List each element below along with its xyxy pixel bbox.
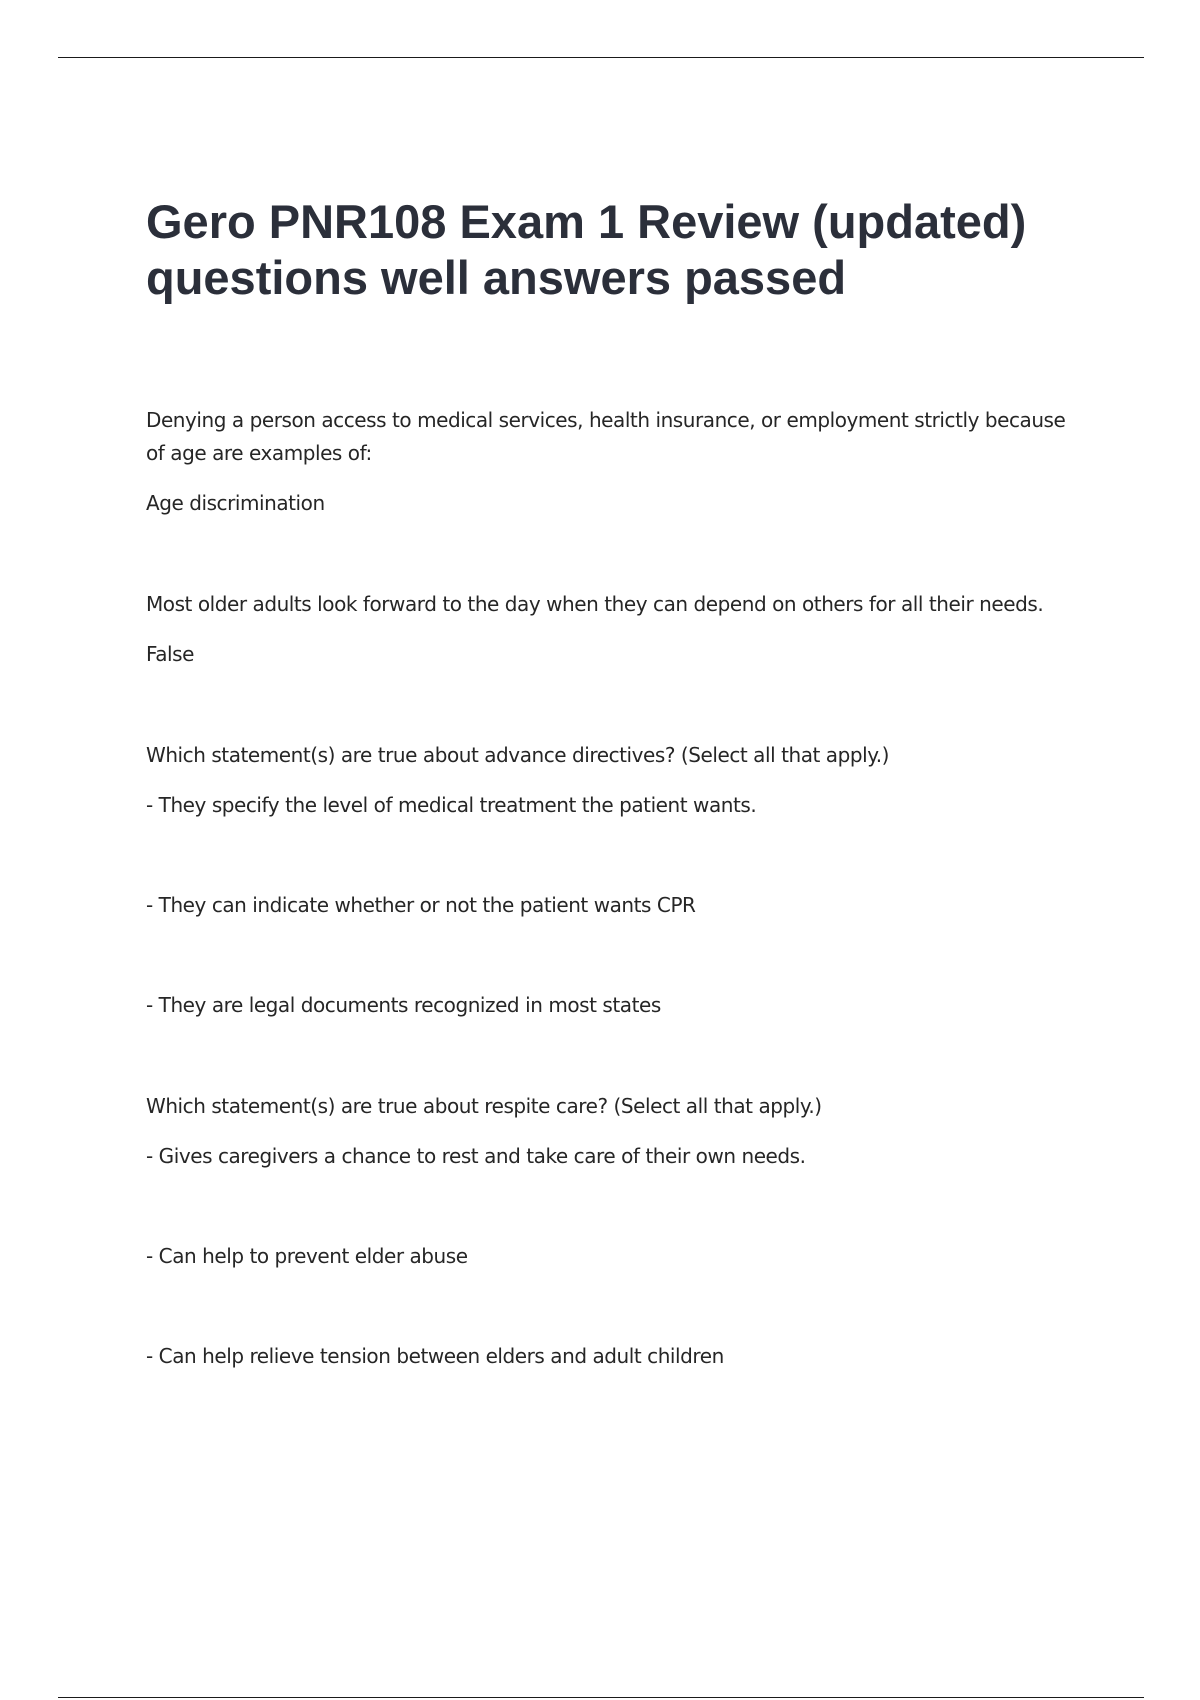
question-text: Which statement(s) are true about advance directives? (Select all that apply.) [146,743,890,767]
top-divider [58,57,1144,58]
document-title: Gero PNR108 Exam 1 Review (updated) questions well answers passed [146,195,1027,304]
question-text: Which statement(s) are true about respite care? (Select all that apply.) [146,1094,822,1118]
answer-text: False [146,642,194,666]
answer-text: Age discrimination [146,491,325,515]
answer-text: - They specify the level of medical treatment the patient wants. [146,793,757,817]
qa-item [146,588,1086,671]
qa-item [146,739,1086,1022]
answer-text: - Can help relieve tension between elders and adult children [146,1344,724,1368]
question-text: Denying a person access to medical services, health insurance, or employment strictly because of age are examples of: [146,408,1066,465]
answer-text: - Gives caregivers a chance to rest and take care of their own needs. [146,1144,806,1168]
answer-text: - They can indicate whether or not the patient wants CPR [146,893,696,917]
question-text: Most older adults look forward to the day when they can depend on others for all their needs. [146,592,1044,616]
bottom-divider [58,1697,1144,1698]
qa-item [146,404,1086,520]
answer-text: - They are legal documents recognized in most states [146,993,661,1017]
qa-list [146,404,1086,1373]
qa-item [146,1090,1086,1373]
answer-text: - Can help to prevent elder abuse [146,1244,468,1268]
